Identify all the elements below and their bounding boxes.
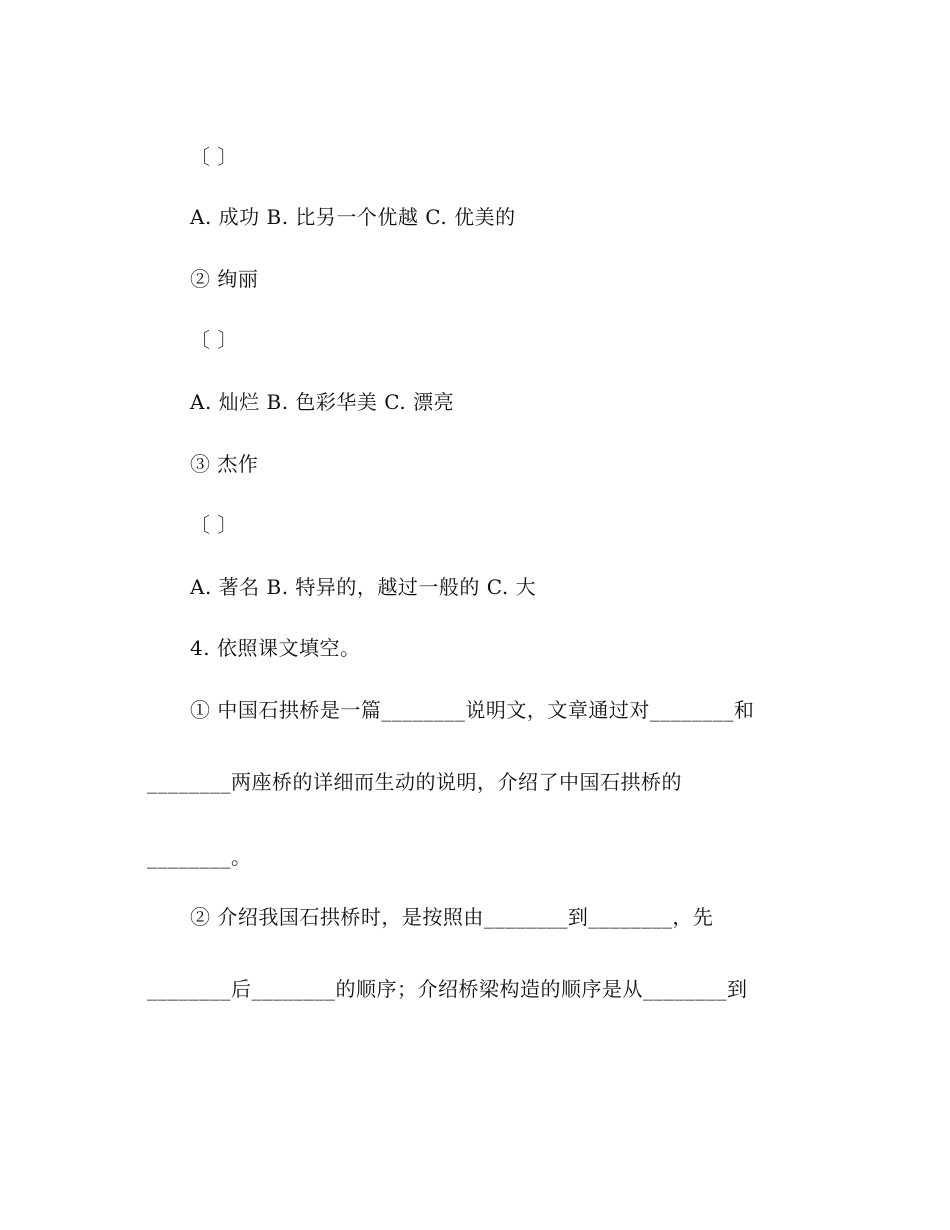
fill-blank-1-line-2: ________两座桥的详细而生动的说明，介绍了中国石拱桥的 [147, 770, 682, 794]
question-4-heading: 4. 依照课文填空。 [190, 636, 361, 660]
answer-bracket-1: 〔 〕 [190, 145, 238, 169]
fill-blank-1-line-3: ________。 [147, 845, 252, 869]
vocab-item-3: ③ 杰作 [190, 452, 259, 476]
answer-bracket-2: 〔 〕 [190, 328, 238, 352]
fill-blank-2-line-1: ② 介绍我国石拱桥时，是按照由________到________，先 [190, 905, 714, 929]
options-q2: A. 灿烂 B. 色彩华美 C. 漂亮 [190, 390, 455, 414]
fill-blank-2-line-2: ________后________的顺序；介绍桥梁构造的顺序是从________到 [147, 977, 748, 1001]
vocab-item-2: ② 绚丽 [190, 267, 259, 291]
options-q3: A. 著名 B. 特异的，越过一般的 C. 大 [190, 575, 537, 599]
answer-bracket-3: 〔 〕 [190, 513, 238, 537]
fill-blank-1-line-1: ① 中国石拱桥是一篇________说明文，文章通过对________和 [190, 698, 755, 722]
options-q1: A. 成功 B. 比另一个优越 C. 优美的 [190, 205, 516, 229]
